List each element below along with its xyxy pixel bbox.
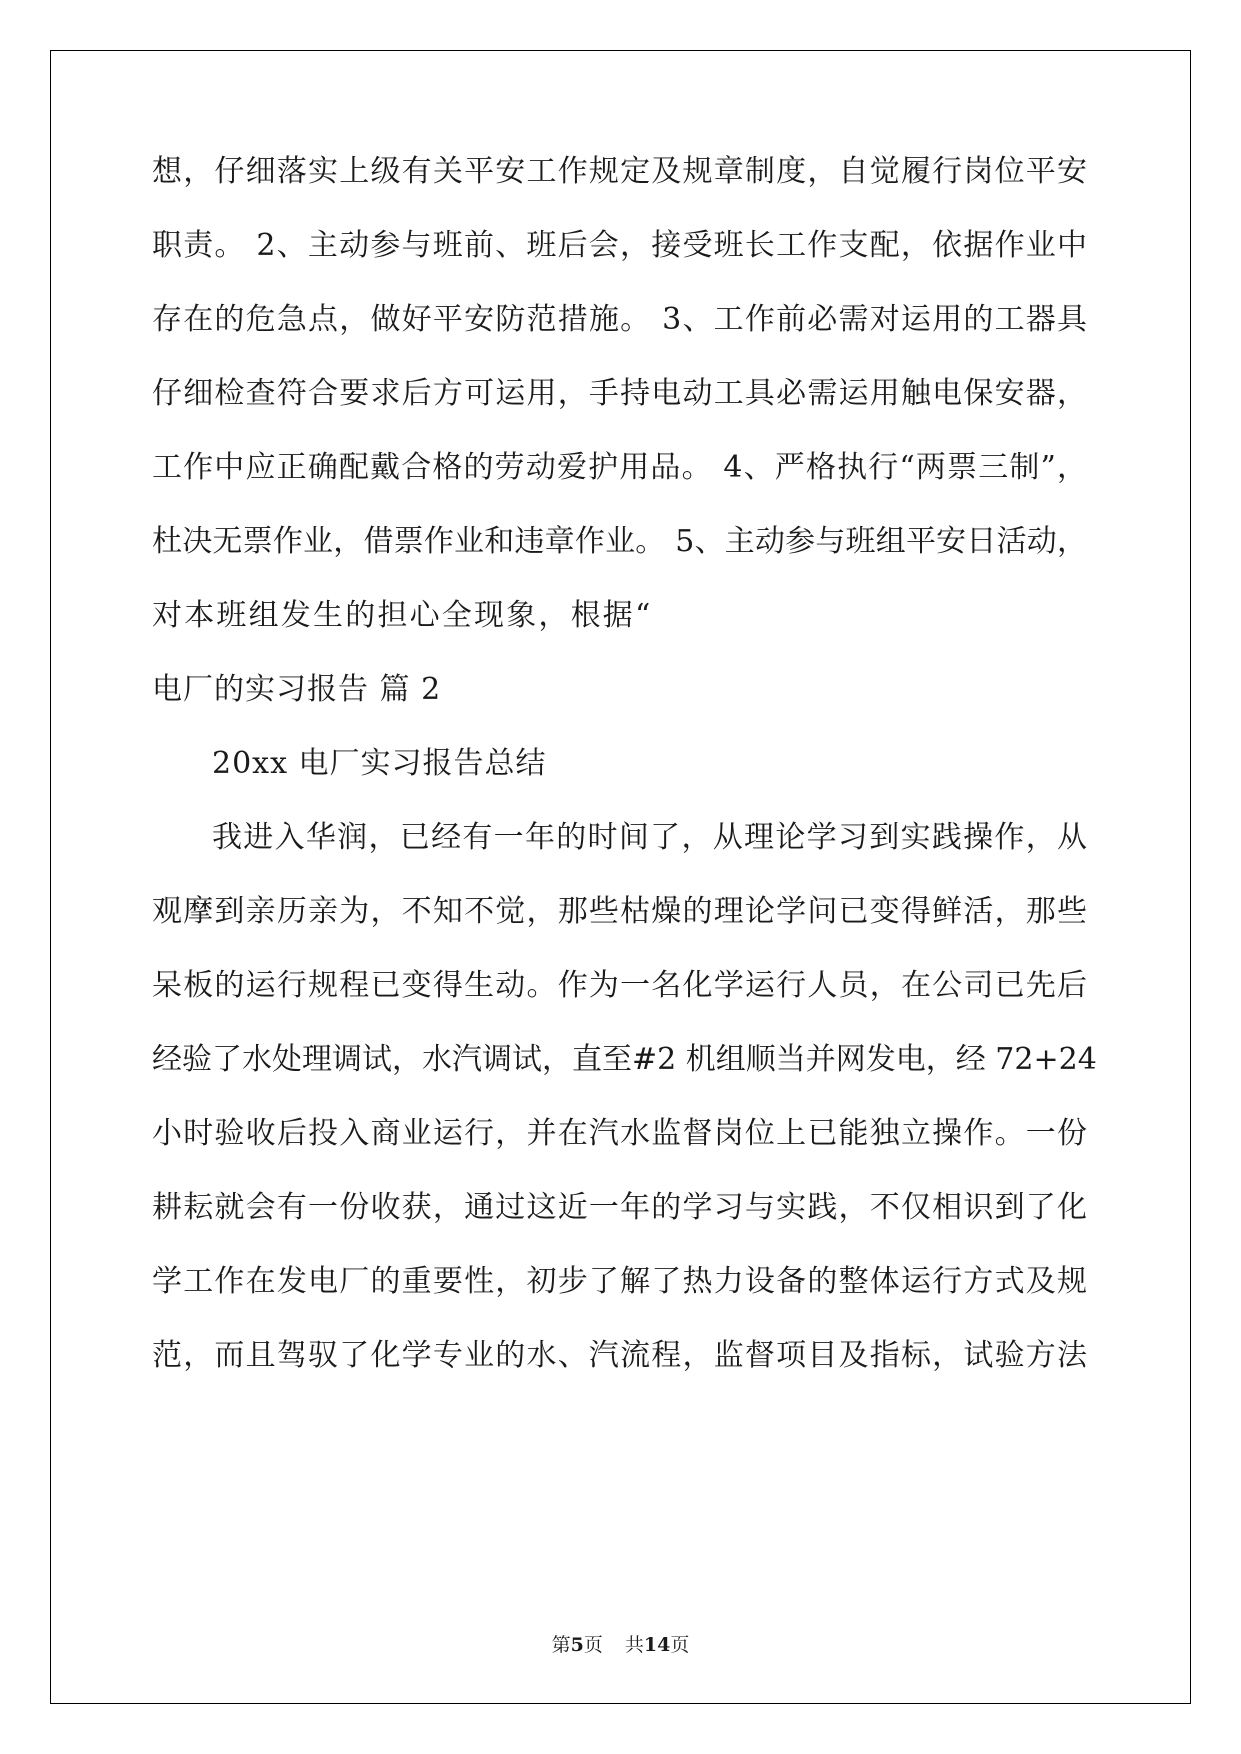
text-line: 小时验收后投入商业运行，并在汽水监督岗位上已能独立操作。一份 xyxy=(152,1116,1087,1151)
section-heading: 电厂的实习报告 篇 2 xyxy=(152,672,442,707)
text-line: 耕耘就会有一份收获，通过这近一年的学习与实践，不仅相识到了化 xyxy=(152,1190,1087,1225)
page-number: 5 xyxy=(570,1634,584,1656)
text-line: 想，仔细落实上级有关平安工作规定及规章制度，自觉履行岗位平安 xyxy=(152,154,1087,189)
text-line: 工作中应正确配戴合格的劳动爱护用品。 4、严格执行“两票三制”， xyxy=(152,450,1087,485)
text-line: 杜决无票作业，借票作业和违章作业。 5、主动参与班组平安日活动， xyxy=(152,524,1087,559)
text-line: 仔细检查符合要求后方可运用，手持电动工具必需运用触电保安器， xyxy=(152,376,1087,411)
text-line: 职责。 2、主动参与班前、班后会，接受班长工作支配，依据作业中 xyxy=(152,228,1087,263)
text-line: 经验了水处理调试，水汽调试，直至#2 机组顺当并网发电，经 72+24 xyxy=(152,1042,1097,1077)
text-line: 呆板的运行规程已变得生动。作为一名化学运行人员，在公司已先后 xyxy=(152,968,1087,1003)
text-line: 我进入华润，已经有一年的时间了，从理论学习到实践操作，从 xyxy=(212,820,1087,855)
page-suffix: 页 xyxy=(583,1634,603,1656)
text-line: 对本班组发生的担心全现象，根据“ xyxy=(152,598,653,633)
text-line: 存在的危急点，做好平安防范措施。 3、工作前必需对运用的工器具 xyxy=(152,302,1087,337)
total-prefix: 共 xyxy=(624,1634,644,1656)
section-subtitle: 20xx 电厂实习报告总结 xyxy=(212,746,547,781)
text-line: 范，而且驾驭了化学专业的水、汽流程，监督项目及指标，试验方法 xyxy=(152,1338,1087,1373)
total-pages: 14 xyxy=(643,1634,671,1656)
page-prefix: 第 xyxy=(551,1634,571,1656)
text-line: 观摩到亲历亲为，不知不觉，那些枯燥的理论学问已变得鲜活，那些 xyxy=(152,894,1087,929)
page-footer xyxy=(0,1630,1241,1657)
text-line: 学工作在发电厂的重要性，初步了解了热力设备的整体运行方式及规 xyxy=(152,1264,1087,1299)
page-border xyxy=(50,50,1191,1704)
total-suffix: 页 xyxy=(670,1634,690,1656)
